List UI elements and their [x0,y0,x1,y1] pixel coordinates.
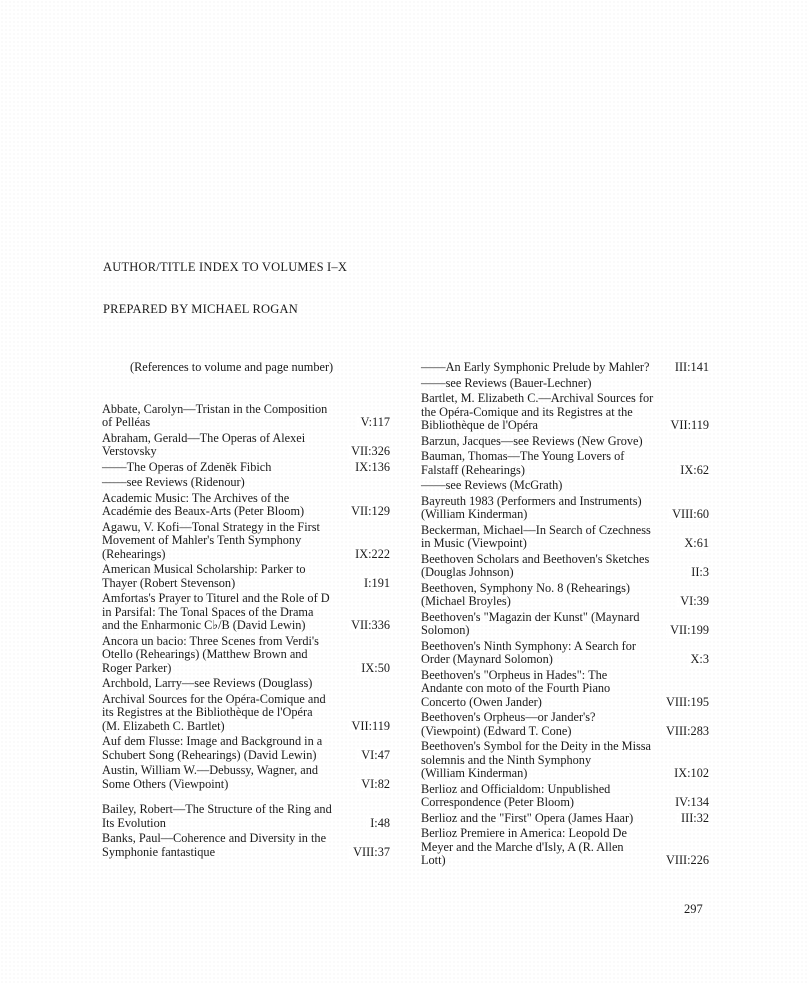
entry-reference: IX:136 [351,461,390,475]
entry-reference: III:141 [671,361,709,375]
index-entry [421,827,709,868]
index-entry [421,450,709,477]
entry-reference: IX:222 [351,548,390,562]
entry-line: Academic Music: The Archives of the [102,490,290,505]
entry-line: Barzun, Jacques—see Reviews (New Grove) [421,433,643,448]
entry-reference: VII:199 [666,624,709,638]
index-entry [421,640,709,667]
entry-line: Académie des Beaux-Arts (Peter Bloom) [102,504,305,518]
entry-reference: IX:50 [357,662,390,676]
entry-line: ——see Reviews (Bauer-Lechner) [421,375,592,390]
entry-line: ——The Operas of Zdeněk Fibich [102,459,272,474]
entry-reference: IV:134 [671,796,709,810]
index-entry [421,392,709,433]
entry-reference: V:117 [357,416,390,430]
entry-reference: VII:336 [347,619,390,633]
entry-line: Berlioz Premiere in America: Leopold De [421,826,627,840]
index-entry [102,432,390,459]
entry-line: and the Enharmonic C♭/B (David Lewin) [102,618,306,632]
index-entry [421,582,709,609]
index-entry [421,479,709,493]
entry-line: (William Kinderman) [421,507,528,521]
entry-line: (Douglas Johnson) [421,565,514,579]
entry-reference: I:191 [360,577,390,591]
index-entry [421,377,709,391]
entry-line: Its Evolution [102,815,166,830]
entry-line: (Viewpoint) (Edward T. Cone) [421,723,572,738]
entry-reference: VIII:226 [662,854,709,868]
index-entry [421,524,709,551]
index-entry [102,635,390,676]
entry-line: its Registres at the Bibliothèque de l'Opéra [102,705,313,719]
entry-line: in Parsifal: The Tonal Spaces of the Drama [102,604,314,619]
entry-reference: III:32 [677,812,709,826]
byline: PREPARED BY MICHAEL ROGAN [103,302,298,316]
entry-line: Amfortas's Prayer to Titurel and the Role of D [102,591,330,605]
entry-line: Beethoven, Symphony No. 8 (Rehearings) [421,580,631,595]
entry-line: Some Others (Viewpoint) [102,776,229,791]
entry-line: Bibliothèque de l'Opéra [421,418,538,432]
entry-line: Otello (Rehearings) (Matthew Brown and [102,647,308,661]
index-entry [421,740,709,781]
index-entry [421,669,709,710]
entry-line: Movement of Mahler's Tenth Symphony [102,533,302,547]
entry-reference: VIII:283 [662,725,709,739]
entry-line: Andante con moto of the Fourth Piano [421,681,611,695]
entry-line: ——An Early Symphonic Prelude by Mahler? [421,360,650,374]
reference-note: (References to volume and page number) [130,360,334,374]
index-entry [102,764,390,791]
entry-line: (M. Elizabeth C. Bartlet) [102,718,225,733]
entry-reference: VIII:60 [668,508,709,522]
entry-line: Meyer and the Marche d'Isly, A (R. Allen [421,839,624,854]
entry-line: Archival Sources for the Opéra-Comique and [102,691,326,706]
index-entry [421,495,709,522]
entry-reference: X:61 [680,537,709,551]
index-entry [421,812,709,826]
entry-line: Roger Parker) [102,660,172,675]
entry-line: Beethoven's Orpheus—or Jander's? [421,710,596,724]
entry-line: Verstovsky [102,444,157,458]
index-entry [102,832,390,859]
entry-reference: IX:62 [676,464,709,478]
entry-line: Beethoven's Ninth Symphony: A Search for [421,638,636,653]
entry-line: Berlioz and Officialdom: Unpublished [421,781,611,796]
index-entry [421,711,709,738]
entry-line: Beckerman, Michael—In Search of Czechness [421,522,651,537]
index-entry [102,461,390,475]
entry-line: Bayreuth 1983 (Performers and Instruments) [421,493,642,508]
index-entry [102,693,390,734]
index-entry [421,611,709,638]
entry-line: Ancora un bacio: Three Scenes from Verdi's [102,633,319,648]
right-column [421,361,709,870]
entry-line: Austin, William W.—Debussy, Wagner, and [102,763,319,777]
entry-line: Auf dem Flusse: Image and Background in a [102,734,323,748]
index-entry [102,592,390,633]
entry-line: Lott) [421,853,446,867]
entry-line: Abbate, Carolyn—Tristan in the Composition [102,401,328,416]
entry-line: (Rehearings) [102,546,166,561]
index-entry [102,677,390,691]
entry-line: Order (Maynard Solomon) [421,652,553,666]
entry-line: (William Kinderman) [421,766,528,780]
entry-line: Berlioz and the "First" Opera (James Haar) [421,810,634,825]
index-entry [421,361,709,375]
entry-line: Solomon) [421,623,470,637]
index-entry [102,563,390,590]
page-number: 297 [684,902,703,916]
entry-line: in Music (Viewpoint) [421,536,527,550]
entry-line: Abraham, Gerald—The Operas of Alexei [102,430,306,445]
entry-line: Beethoven's "Orpheus in Hades": The [421,667,608,682]
entry-line: Thayer (Robert Stevenson) [102,575,236,590]
index-entry [102,803,390,830]
entry-line: solemnis and the Ninth Symphony [421,752,592,767]
left-column [102,361,390,861]
index-entry [421,783,709,810]
entry-line: Banks, Paul—Coherence and Diversity in the [102,831,327,845]
entry-reference: VII:129 [347,505,390,519]
entry-reference: VI:47 [357,749,390,763]
entry-line: Beethoven's "Magazin der Kunst" (Maynard [421,609,640,624]
entry-line: Archbold, Larry—see Reviews (Douglass) [102,676,313,690]
entry-line: Falstaff (Rehearings) [421,462,525,477]
entry-reference: VI:82 [357,778,390,792]
entry-line: Bailey, Robert—The Structure of the Ring and [102,802,332,816]
entry-line: of Pelléas [102,415,151,429]
entry-reference: VII:119 [667,419,709,433]
index-entry [102,735,390,762]
entry-line: Bauman, Thomas—The Young Lovers of [421,449,625,463]
entry-line: ——see Reviews (McGrath) [421,478,563,492]
index-title: AUTHOR/TITLE INDEX TO VOLUMES I–X [103,260,348,274]
entry-line: Schubert Song (Rehearings) (David Lewin) [102,747,317,762]
entry-line: Bartlet, M. Elizabeth C.—Archival Sources for [421,391,654,405]
entry-reference: II:3 [687,566,709,580]
index-entry [102,492,390,519]
index-entry [421,435,709,449]
entry-line: ——see Reviews (Ridenour) [102,475,245,489]
entry-line: Correspondence (Peter Bloom) [421,795,574,809]
entry-line: Symphonie fantastique [102,844,216,859]
entry-reference: IX:102 [670,767,709,781]
entry-reference: VII:119 [348,720,390,734]
entry-line: the Opéra-Comique and its Registres at the [421,404,633,419]
entry-line: (Michael Broyles) [421,594,511,608]
entry-reference: VII:326 [347,445,390,459]
index-entry [102,521,390,562]
entry-line: Beethoven's Symbol for the Deity in the Missa [421,739,652,753]
index-entry [421,553,709,580]
index-entry [102,476,390,490]
entry-reference: I:48 [366,817,390,831]
entry-reference: VI:39 [676,595,709,609]
entry-reference: X:3 [687,653,709,667]
entry-line: Agawu, V. Kofi—Tonal Strategy in the First [102,519,320,534]
entry-reference: VIII:37 [349,846,390,860]
entry-reference: VIII:195 [662,696,709,710]
entry-line: Concerto (Owen Jander) [421,694,542,709]
entry-line: Beethoven Scholars and Beethoven's Sketches [421,551,650,566]
entry-line: American Musical Scholarship: Parker to [102,562,306,576]
index-entry [102,403,390,430]
